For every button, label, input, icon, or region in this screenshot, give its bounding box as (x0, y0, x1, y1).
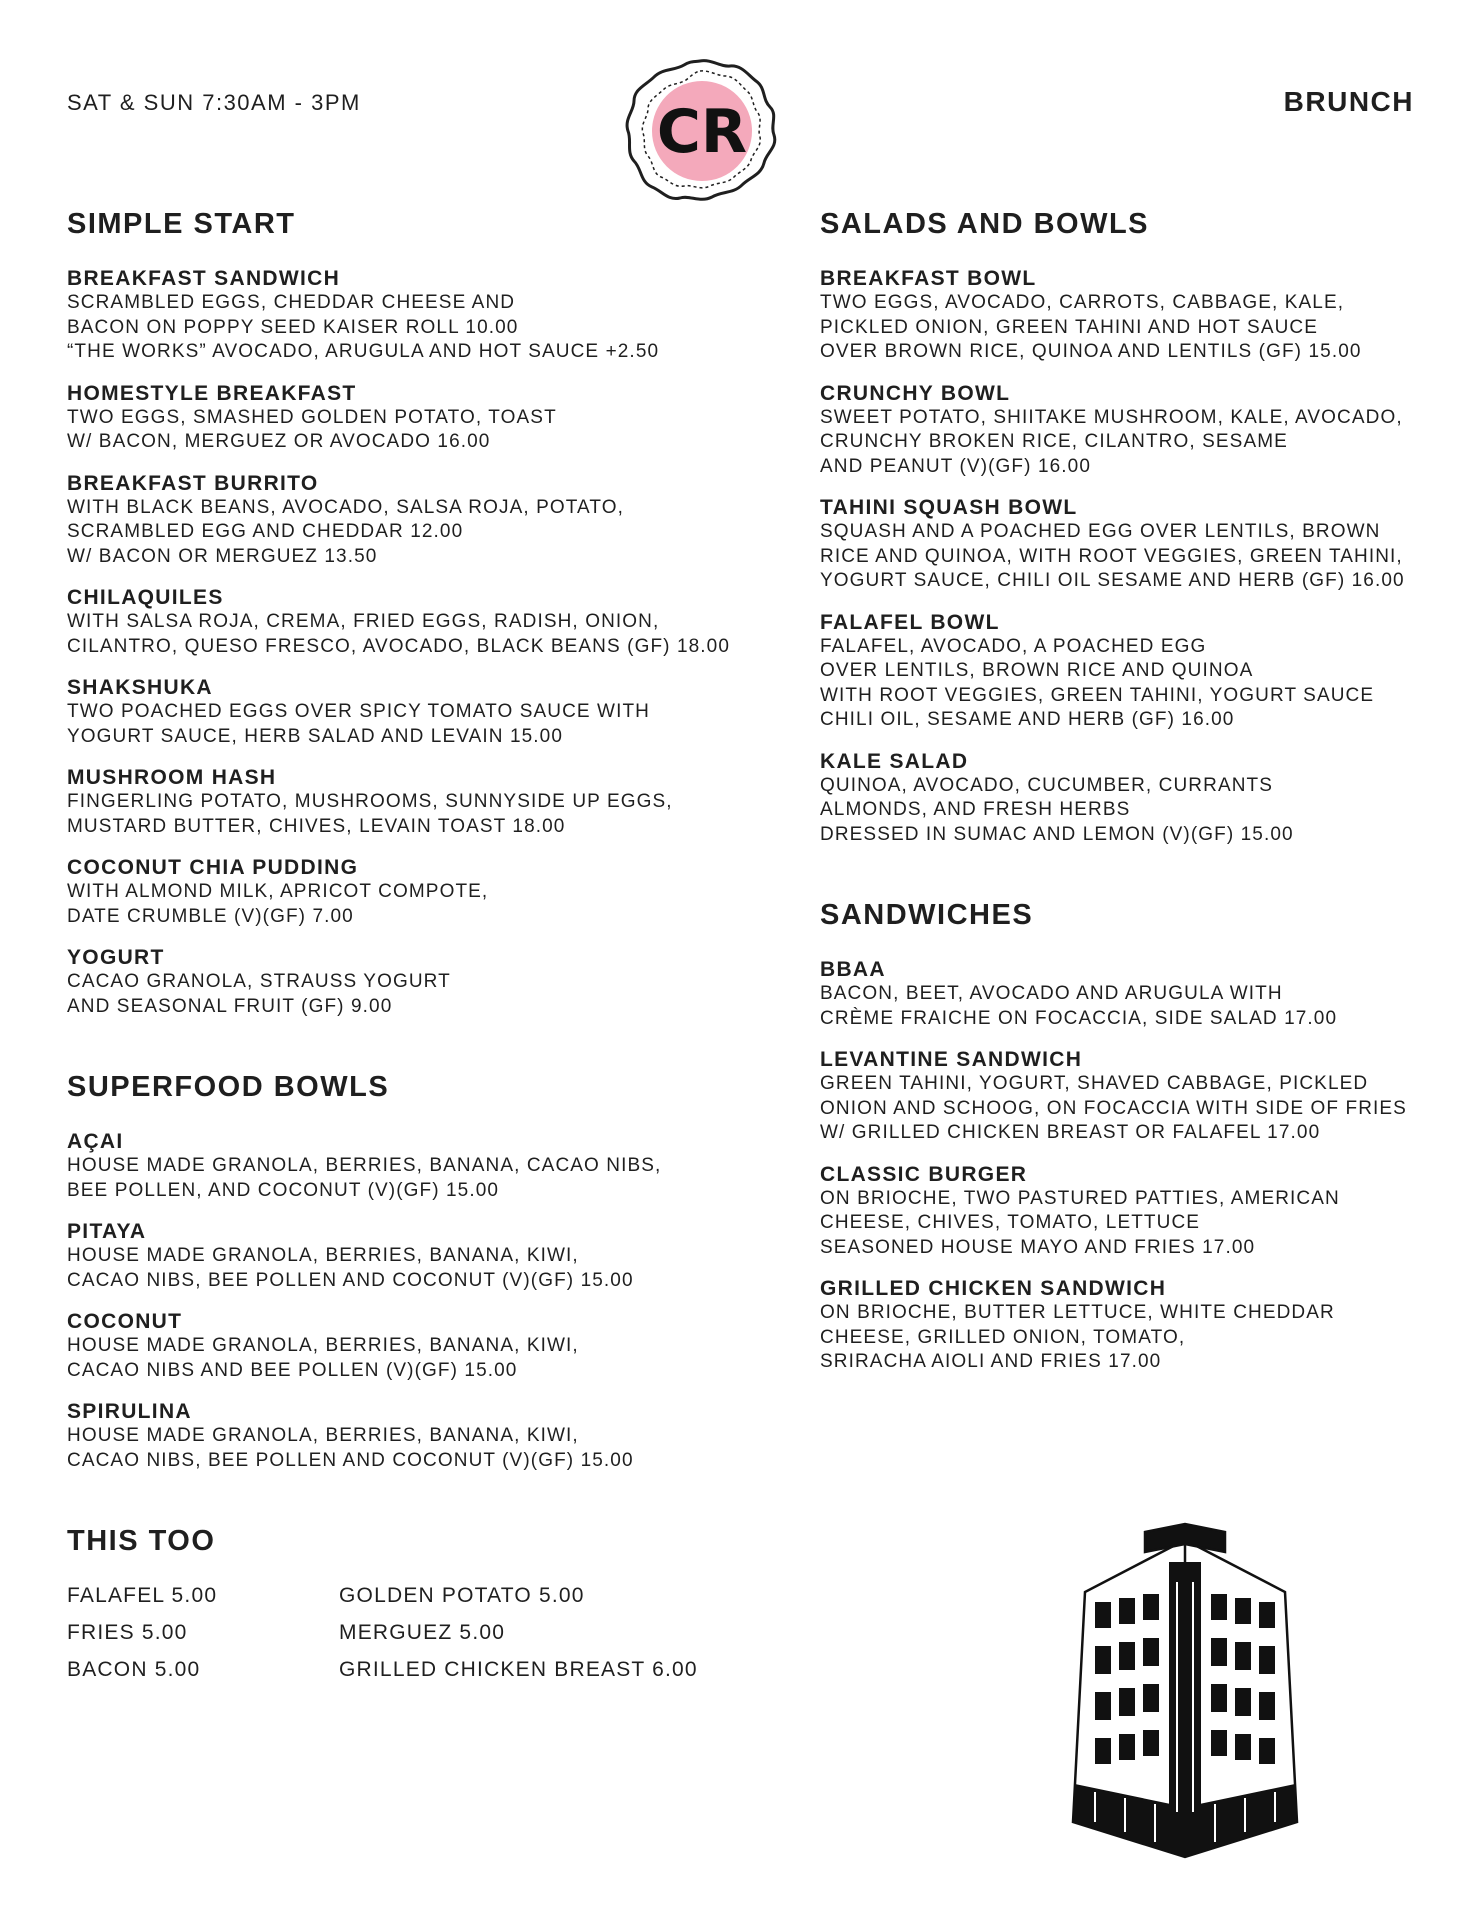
menu-item-crunchy-bowl (820, 382, 1484, 480)
service-hours: SAT & SUN 7:30AM - 3PM (67, 90, 361, 115)
item-description: HOUSE MADE GRANOLA, BERRIES, BANANA, KIWI, CACAO NIBS, BEE POLLEN AND COCONUT (V)(GF) 15.00 (67, 1245, 634, 1291)
menu-item-mushroom-hash (67, 766, 767, 839)
item-description: WITH SALSA ROJA, CREMA, FRIED EGGS, RADISH, ONION, CILANTRO, QUESO FRESCO, AVOCADO, BLACK BEANS (GF) 18.00 (67, 611, 731, 657)
item-description: SCRAMBLED EGGS, CHEDDAR CHEESE AND BACON ON POPPY SEED KAISER ROLL 10.00 “THE WORKS” AVOCADO, ARUGULA AND HOT SAUCE +2.50 (67, 292, 660, 362)
menu-item-spirulina (67, 1400, 767, 1473)
item-name: SHAKSHUKA (67, 676, 213, 699)
building-illustration (1035, 1522, 1335, 1867)
item-description: SQUASH AND A POACHED EGG OVER LENTILS, BROWN RICE AND QUINOA, WITH ROOT VEGGIES, GREEN TAHINI, YOGURT SAUCE, CHILI OIL SESAME AND HERB (GF) 16.00 (820, 521, 1405, 591)
menu-item-chilaquiles (67, 586, 767, 659)
section-simple-start (67, 208, 767, 1019)
left-column (67, 208, 767, 1734)
item-name: CHILAQUILES (67, 586, 224, 609)
side-item: BACON 5.00 (67, 1658, 201, 1681)
sides-list (67, 1584, 767, 1682)
item-description: CACAO GRANOLA, STRAUSS YOGURT AND SEASONAL FRUIT (GF) 9.00 (67, 971, 451, 1017)
item-description: BACON, BEET, AVOCADO AND ARUGULA WITH CRÈME FRAICHE ON FOCACCIA, SIDE SALAD 17.00 (820, 983, 1338, 1029)
item-description: WITH BLACK BEANS, AVOCADO, SALSA ROJA, POTATO, SCRAMBLED EGG AND CHEDDAR 12.00 W/ BACON OR MERGUEZ 13.50 (67, 496, 625, 567)
side-item: MERGUEZ 5.00 (339, 1621, 506, 1644)
menu-item-yogurt (67, 946, 767, 1019)
item-description: ON BRIOCHE, BUTTER LETTUCE, WHITE CHEDDAR CHEESE, GRILLED ONION, TOMATO, SRIRACHA AIOLI AND FRIES 17.00 (820, 1302, 1335, 1372)
section-heading: SUPERFOOD BOWLS (67, 1071, 390, 1103)
item-name: KALE SALAD (820, 749, 969, 773)
item-description: TWO EGGS, SMASHED GOLDEN POTATO, TOAST W/ BACON, MERGUEZ OR AVOCADO 16.00 (67, 406, 557, 452)
side-item: FALAFEL 5.00 (67, 1584, 218, 1607)
menu-title: BRUNCH (1283, 86, 1414, 117)
section-heading: THIS TOO (67, 1525, 216, 1557)
item-name: SPIRULINA (67, 1400, 192, 1423)
item-name: LEVANTINE SANDWICH (820, 1048, 1083, 1071)
item-description: HOUSE MADE GRANOLA, BERRIES, BANANA, KIWI, CACAO NIBS AND BEE POLLEN (V)(GF) 15.00 (67, 1335, 579, 1381)
item-description: WITH ALMOND MILK, APRICOT COMPOTE, DATE CRUMBLE (V)(GF) 7.00 (67, 881, 489, 927)
item-description: QUINOA, AVOCADO, CUCUMBER, CURRANTS ALMONDS, AND FRESH HERBS DRESSED IN SUMAC AND LEMON (V)(GF) 15.00 (820, 774, 1294, 845)
menu-item-acai (67, 1130, 767, 1203)
logo-letters: CR (656, 97, 748, 167)
section-heading: SALADS AND BOWLS (820, 208, 1150, 240)
right-column (820, 208, 1484, 1427)
item-name: AÇAI (67, 1130, 124, 1153)
item-description: SWEET POTATO, SHIITAKE MUSHROOM, KALE, AVOCADO, CRUNCHY BROKEN RICE, CILANTRO, SESAME AND PEANUT (V)(GF) 16.00 (820, 406, 1403, 477)
section-heading: SIMPLE START (67, 208, 296, 240)
menu-item-grilled-chicken-sandwich (820, 1277, 1484, 1375)
item-name: BBAA (820, 958, 886, 981)
menu-item-pitaya (67, 1220, 767, 1293)
menu-item-kale-salad (820, 750, 1484, 848)
item-name: BREAKFAST BOWL (820, 267, 1037, 290)
menu-item-shakshuka (67, 676, 767, 749)
item-name: HOMESTYLE BREAKFAST (67, 381, 357, 405)
menu-item-coconut (67, 1310, 767, 1383)
menu-item-levantine-sandwich (820, 1048, 1484, 1146)
item-name: PITAYA (67, 1220, 147, 1243)
item-description: GREEN TAHINI, YOGURT, SHAVED CABBAGE, PICKLED ONION AND SCHOOG, ON FOCACCIA WITH SIDE OF FRIES W/ GRILLED CHICKEN BREAST OR FALAFEL 17.00 (820, 1073, 1407, 1143)
item-description: ON BRIOCHE, TWO PASTURED PATTIES, AMERICAN CHEESE, CHIVES, TOMATO, LETTUCE SEASONED HOUSE MAYO AND FRIES 17.00 (820, 1187, 1340, 1258)
item-name: COCONUT CHIA PUDDING (67, 856, 359, 879)
item-name: TAHINI SQUASH BOWL (820, 496, 1078, 519)
menu-item-breakfast-bowl (820, 267, 1484, 365)
item-name: BREAKFAST BURRITO (67, 471, 319, 495)
section-superfood-bowls (67, 1071, 767, 1473)
item-name: COCONUT (67, 1310, 183, 1333)
item-name: MUSHROOM HASH (67, 766, 277, 789)
item-name: FALAFEL BOWL (820, 610, 1000, 634)
menu-item-homestyle-breakfast (67, 382, 767, 455)
item-name: BREAKFAST SANDWICH (67, 267, 341, 290)
side-item: FRIES 5.00 (67, 1621, 188, 1644)
item-description: FINGERLING POTATO, MUSHROOMS, SUNNYSIDE UP EGGS, MUSTARD BUTTER, CHIVES, LEVAIN TOAST 18.00 (67, 791, 673, 837)
item-description: HOUSE MADE GRANOLA, BERRIES, BANANA, KIWI, CACAO NIBS, BEE POLLEN AND COCONUT (V)(GF) 15.00 (67, 1425, 634, 1471)
side-item: GOLDEN POTATO 5.00 (339, 1584, 585, 1607)
menu-item-coconut-chia-pudding (67, 856, 767, 929)
section-salads-and-bowls (820, 208, 1484, 847)
section-sandwiches (820, 899, 1484, 1375)
menu-item-breakfast-sandwich (67, 267, 767, 365)
side-item: GRILLED CHICKEN BREAST 6.00 (339, 1658, 698, 1681)
item-name: CRUNCHY BOWL (820, 381, 1011, 405)
menu-item-breakfast-burrito (67, 472, 767, 570)
section-heading: SANDWICHES (820, 899, 1034, 931)
item-description: TWO EGGS, AVOCADO, CARROTS, CABBAGE, KALE, PICKLED ONION, GREEN TAHINI AND HOT SAUCE OVER BROWN RICE, QUINOA AND LENTILS (GF) 15.00 (820, 292, 1362, 362)
section-this-too (67, 1525, 767, 1682)
cr-logo (620, 55, 780, 205)
item-description: HOUSE MADE GRANOLA, BERRIES, BANANA, CACAO NIBS, BEE POLLEN, AND COCONUT (V)(GF) 15.00 (67, 1155, 662, 1201)
item-description: FALAFEL, AVOCADO, A POACHED EGG OVER LENTILS, BROWN RICE AND QUINOA WITH ROOT VEGGIES, GREEN TAHINI, YOGURT SAUCE CHILI OIL, SESAME AND HERB (GF) 16.00 (820, 635, 1375, 730)
menu-item-bbaa (820, 958, 1484, 1031)
menu-item-falafel-bowl (820, 611, 1484, 733)
item-name: GRILLED CHICKEN SANDWICH (820, 1277, 1167, 1300)
menu-item-tahini-squash-bowl (820, 496, 1484, 594)
item-name: CLASSIC BURGER (820, 1162, 1028, 1186)
item-description: TWO POACHED EGGS OVER SPICY TOMATO SAUCE WITH YOGURT SAUCE, HERB SALAD AND LEVAIN 15.00 (67, 701, 650, 747)
item-name: YOGURT (67, 946, 165, 969)
menu-item-classic-burger (820, 1163, 1484, 1261)
